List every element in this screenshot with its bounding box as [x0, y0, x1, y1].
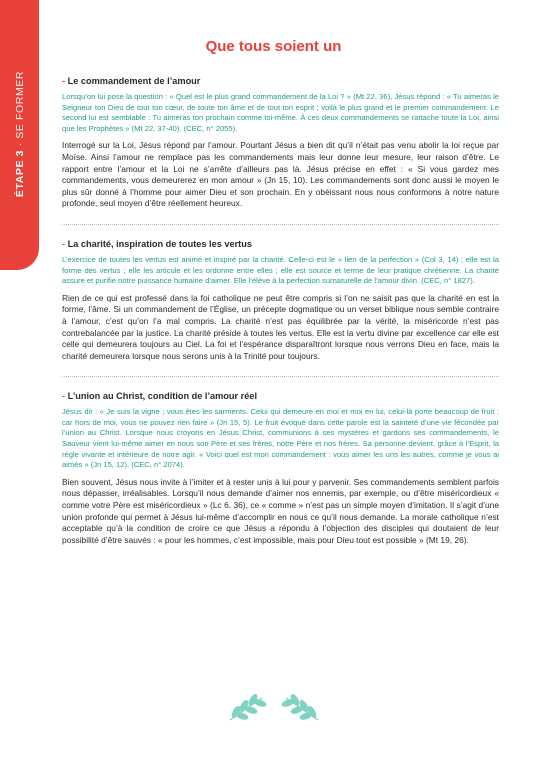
sidebar-section-label: SE FORMER: [14, 70, 26, 139]
section-union: [62, 391, 499, 546]
sidebar-label: [14, 71, 26, 197]
section-divider: [62, 224, 499, 225]
section-body: Rien de ce qui est professé dans la foi catholique ne peut être compris si l’on ne saisit pas que la charité en est la forme, l’âme. Si un commandement de l’Église, un précepte dogmatique ou un verset biblique nous semble contraire à l’amour, c’est qu’on l’a mal compris. La charité n’est pas équilibrée par la vérité, la miséricorde n’est pas contrebalancée par la justice. La charité préside à toutes les vertus. Elle est la vertu divine par excellence car elle est celle qui demeurera toujours au Ciel. La foi et l’espérance disparaîtront lorsque nous verrons Dieu en face, mais la charité demeurera lorsque nous serons unis à la Trinité pour toujours.: [62, 292, 499, 361]
section-body: Interrogé sur la Loi, Jésus répond par l’amour. Pourtant Jésus a bien dit qu’il n’était pas venu abolir la loi reçue par Moïse. Ainsi l’amour ne remplace pas les commandements mais leur donne leur mesure, leur raison d’être. Le rapport entre l’amour et la Loi ne s’arrête d’ailleurs pas là. Jésus précise en effet : « Si vous gardez mes commandements, vous demeurerez en mon amour » (Jn 15, 10). Les commandements sont donc aussi le moyen le plus sûr donné à l’homme pour aimer Dieu et son prochain. En y obéissant nous nous conformons à notre nature profonde, seul moyen d’être réellement heureux.: [62, 140, 499, 209]
section-divider: [62, 376, 499, 377]
sidebar-separator: ·: [14, 142, 26, 147]
section-commandement: [62, 76, 499, 210]
section-body: Bien souvent, Jésus nous invite à l’imiter et à rester unis à lui pour y parvenir. Ses commandements semblent parfois nous dépasser, irréalisables. Lorsqu’il nous demande d’aimer nos ennemis, par exemple, ou d’être miséricordieux « comme votre Père est miséricordieux » (Lc 6, 36), ce « comme » n’est pas un simple moyen d’imitation. Il s’agit d’une union profonde qui permet à Jésus lui-même d’accomplir en nous ce qu’il nous demande. La morale catholique n’est acceptable qu’à la condition de croire ce que Jésus a répondu à l’objection des disciples qui doutaient de leur possibilité d’être sauvés : « pour les hommes, c’est impossible, mais pour Dieu tout est possible » (Mt 19, 26).: [62, 476, 499, 545]
sidebar-step: ÉTAPE 3: [14, 149, 26, 198]
section-heading: - Le commandement de l’amour: [62, 76, 201, 86]
page-title: Que tous soient un: [205, 38, 342, 55]
content: [62, 76, 499, 546]
section-quote: Jésus dit : « Je suis la vigne ; vous êtes les sarments. Celui qui demeure en moi et moi en lui, celui-là porte beaucoup de fruit ; car hors de moi, vous ne pouvez rien faire » (Jn 15, 5). Le fruit évoqué dans cette parole est la sainteté d’une vie fécondée par l’union au Christ. Lorsque nous croyons en Jésus Christ, communions à ses mystères et gardons ses commandements, le Sauveur vient lui-même aimer en nous son Père et ses frères, notre Père et nos frères. Sa personne devient, grâce à l’Esprit, la règle vivante et intérieure de notre agir. « Voici quel est mon commandement : vous aimer les uns les autres, comme je vous ai aimés » (Jn 15, 12). (CEC, n° 2074).: [62, 407, 499, 470]
section-quote: Lorsqu’on lui pose la question : « Quel est le plus grand commandement de la Loi ? » (Mt 22, 36), Jésus répond : « Tu aimeras le Seigneur ton Dieu de tout ton cœur, de toute ton âme et de tout ton esprit ; voilà le plus grand et le premier commandement. Le second lui est semblable : Tu aimeras ton prochain comme toi-même. À ces deux commandements se rattache toute la Loi, ainsi que les Prophètes » (Mt 22, 37-40). (CEC, n° 2055).: [62, 92, 499, 133]
laurel-branches-icon: [224, 690, 324, 726]
section-heading: - L’union au Christ, condition de l’amour réel: [62, 391, 258, 402]
section-quote: L’exercice de toutes les vertus est animé et inspiré par la charité. Celle-ci est le « lien de la perfection » (Col 3, 14) ; elle est la forme des vertus ; elle les articule et les ordonne entre elles ; elle est source et terme de leur pratique chrétienne. La charité assure et purifie notre puissance humaine d’aimer. Elle l’élève à la perfection surnaturelle de l’amour divin. (CEC, n° 1827).: [62, 254, 499, 286]
section-heading: - La charité, inspiration de toutes les vertus: [62, 238, 252, 249]
section-charite: [62, 239, 499, 362]
